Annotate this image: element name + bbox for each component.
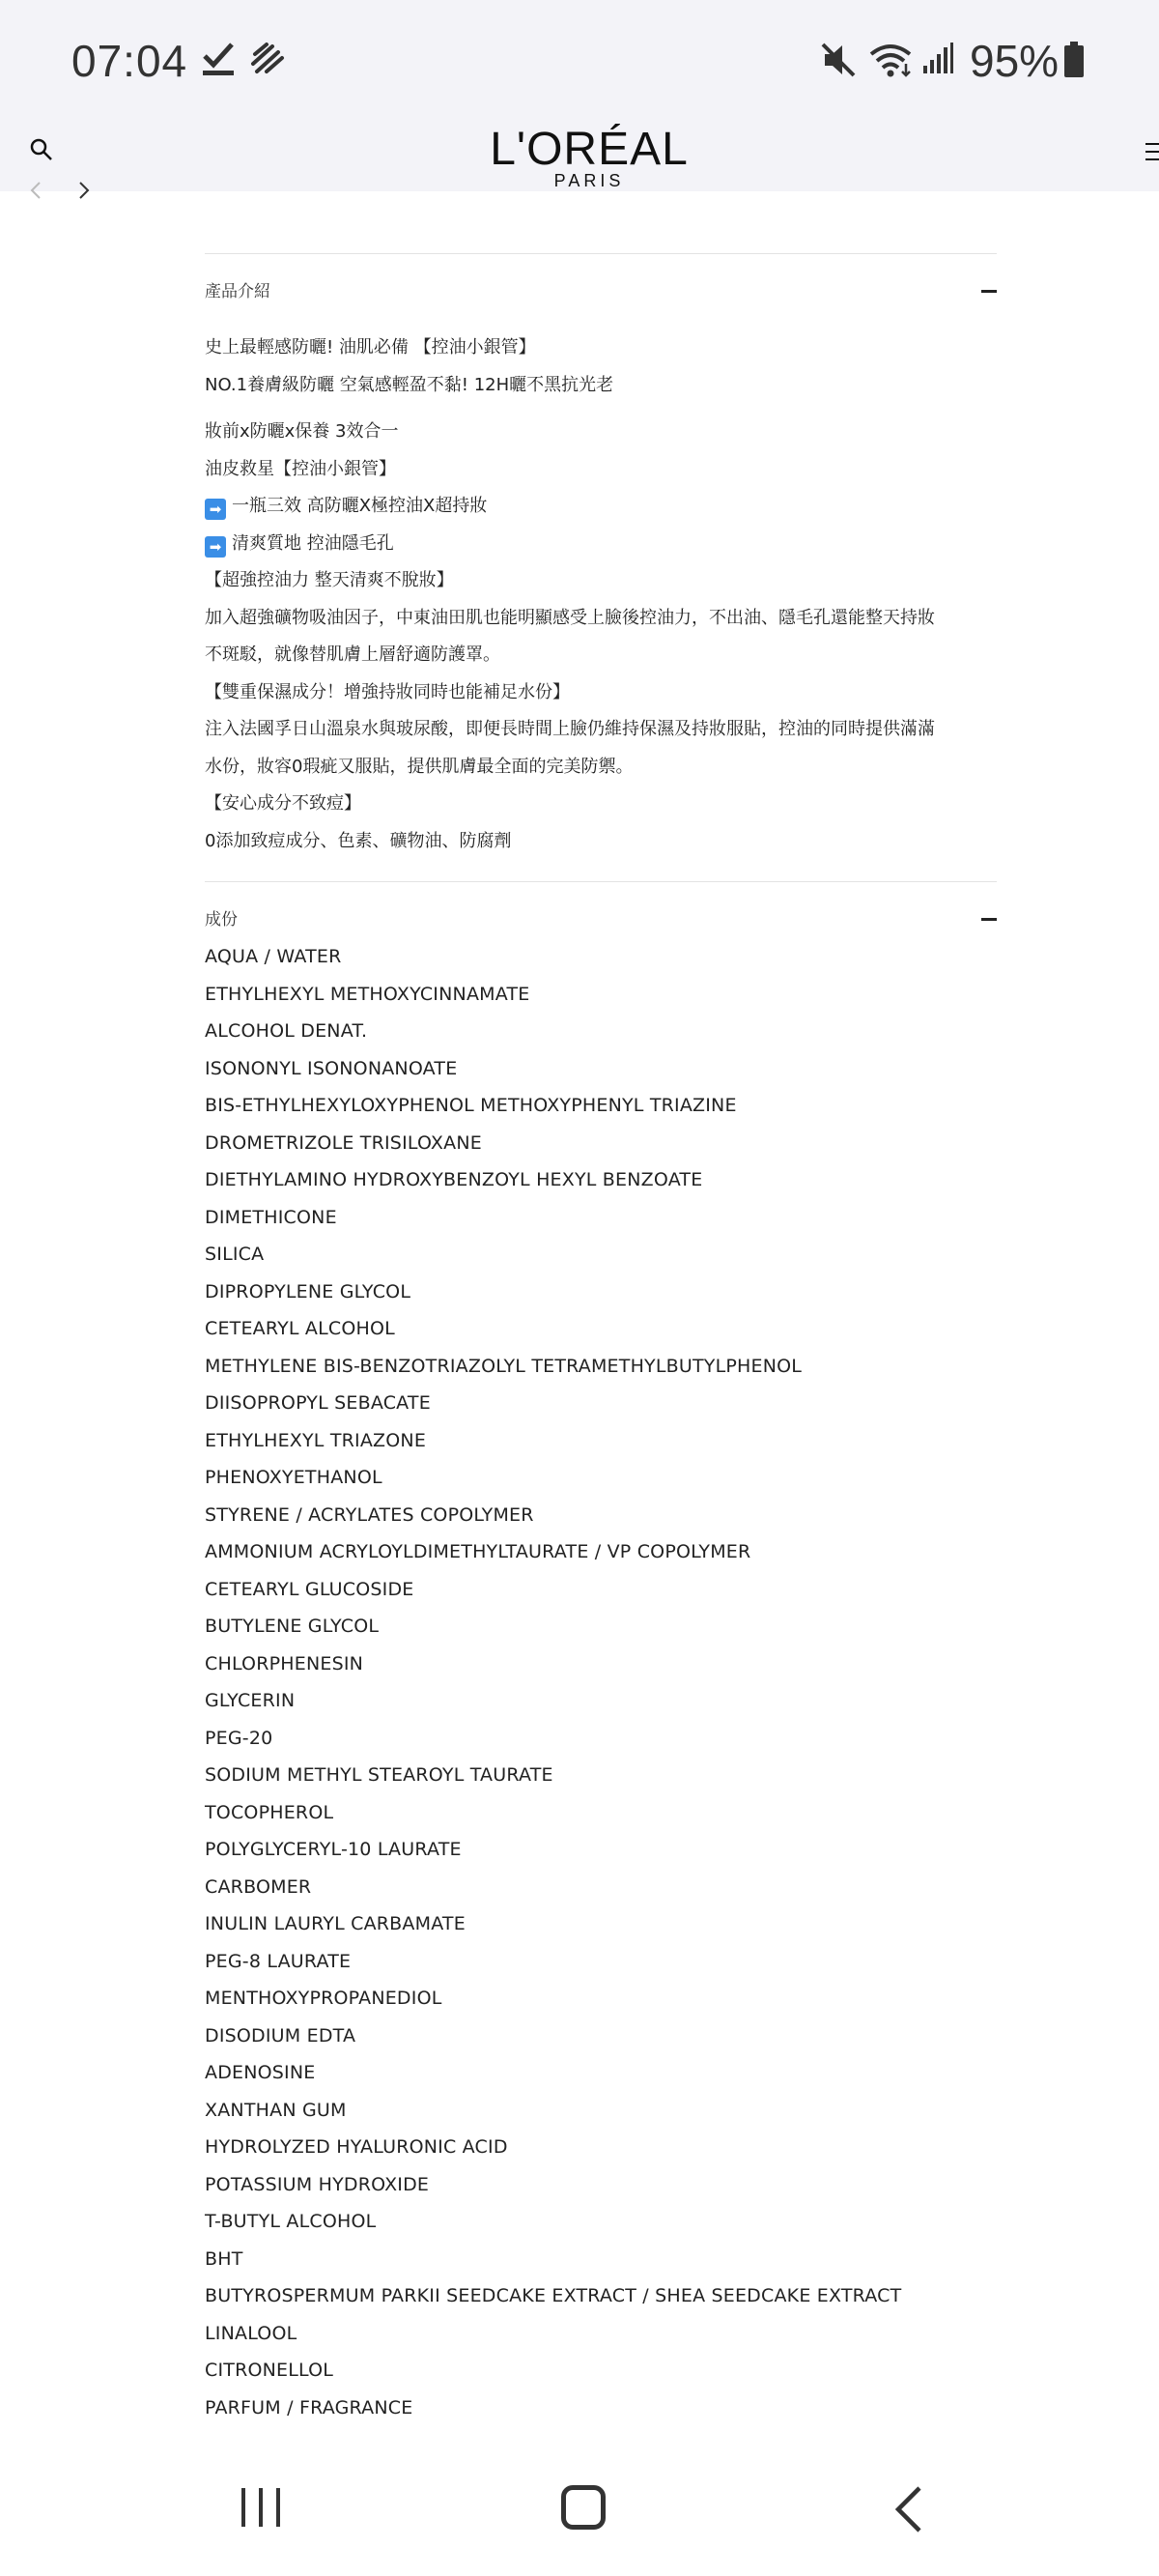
ingredient-item: ISONONYL ISONONANOATE <box>205 1057 458 1079</box>
ingredient-item: XANTHAN GUM <box>205 2099 347 2121</box>
collapse-icon[interactable] <box>981 918 997 921</box>
ingredient-item: BUTYROSPERMUM PARKII SEEDCAKE EXTRACT / SHEA SEEDCAKE EXTRACT <box>205 2285 902 2306</box>
ingredient-item: STYRENE / ACRYLATES COPOLYMER <box>205 1503 534 1526</box>
ingredient-item: SODIUM METHYL STEAROYL TAURATE <box>205 1764 553 1786</box>
menu-icon[interactable] <box>1145 141 1159 166</box>
section-title: 產品介紹 <box>205 282 270 301</box>
ingredient-item: DISODIUM EDTA <box>205 2024 356 2046</box>
ingredient-item: MENTHOXYPROPANEDIOL <box>205 1988 442 2009</box>
wifi-icon <box>867 41 914 83</box>
ingredient-item: INULIN LAURYL CARBAMATE <box>205 1913 466 1934</box>
intro-line: 加入超強礦物吸油因子，中東油田肌也能明顯感受上臉後控油力，不出油、隱毛孔還能整天持妝 <box>205 607 935 628</box>
ingredient-item: METHYLENE BIS-BENZOTRIAZOLYL TETRAMETHYLBUTYLPHENOL <box>205 1355 803 1377</box>
ingredient-item: DIISOPROPYL SEBACATE <box>205 1392 431 1414</box>
ingredient-item: BIS-ETHYLHEXYLOXYPHENOL METHOXYPHENYL TRIAZINE <box>205 1095 737 1116</box>
ingredient-item: TOCOPHEROL <box>205 1801 334 1823</box>
ingredient-item: LINALOOL <box>205 2322 297 2344</box>
section-title: 成份 <box>205 910 238 930</box>
signal-icon <box>921 41 954 79</box>
ingredient-item: PEG-20 <box>205 1727 273 1749</box>
ingredient-item: PARFUM / FRAGRANCE <box>205 2396 413 2419</box>
ingredient-item: AQUA / WATER <box>205 946 342 967</box>
product-details <box>205 253 997 2426</box>
home-icon[interactable] <box>561 2485 606 2530</box>
intro-line: 注入法國孚日山溫泉水與玻尿酸，即便長時間上臉仍維持保濕及持妝服貼，控油的同時提供滿滿 <box>205 719 935 739</box>
search-icon[interactable] <box>29 137 54 166</box>
mute-icon <box>819 41 858 83</box>
back-icon[interactable] <box>892 2485 923 2537</box>
ingredient-item: CARBOMER <box>205 1875 312 1898</box>
intro-line: 妝前x防曬x保養 3效合一 <box>205 421 399 442</box>
ingredient-item: BHT <box>205 2247 243 2270</box>
status-time: 07:04 <box>71 36 188 86</box>
ingredient-item: BUTYLENE GLYCOL <box>205 1616 380 1637</box>
ingredient-item: AMMONIUM ACRYLOYLDIMETHYLTAURATE / VP COPOLYMER <box>205 1541 751 1562</box>
arrow-right-icon: ➡ <box>205 499 226 520</box>
collapse-icon[interactable] <box>981 290 997 293</box>
intro-line: NO.1養膚級防曬 空氣感輕盈不黏! 12H曬不黑抗光老 <box>205 374 614 395</box>
battery-percent: 95% <box>970 36 1060 86</box>
ingredient-item: CITRONELLOL <box>205 2360 334 2381</box>
ingredient-item: POLYGLYCERYL-10 LAURATE <box>205 1839 462 1860</box>
intro-line: 油皮救星【控油小銀管】 <box>205 458 396 479</box>
recent-apps-icon[interactable] <box>240 2486 282 2533</box>
ingredient-item: PEG-8 LAURATE <box>205 1950 352 1972</box>
ingredient-item: ALCOHOL DENAT. <box>205 1020 368 1042</box>
intro-line: ➡ 一瓶三效 高防曬X極控油X超持妝 <box>205 488 997 526</box>
intro-line: 【安心成分不致痘】 <box>205 793 361 814</box>
ingredient-item: ADENOSINE <box>205 2062 316 2083</box>
ingredient-item: CHLORPHENESIN <box>205 1652 364 1674</box>
ingredient-item: POTASSIUM HYDROXIDE <box>205 2173 430 2195</box>
ingredient-item: DIETHYLAMINO HYDROXYBENZOYL HEXYL BENZOATE <box>205 1169 703 1190</box>
brand-sub: PARIS <box>553 171 625 190</box>
ingredient-item: HYDROLYZED HYALURONIC ACID <box>205 2136 508 2158</box>
ingredient-item: DIPROPYLENE GLYCOL <box>205 1280 411 1302</box>
ingredient-item: CETEARYL GLUCOSIDE <box>205 1578 414 1600</box>
check-icon <box>201 41 236 81</box>
brand-name: L'ORÉAL <box>490 124 689 175</box>
intro-section-header[interactable] <box>205 254 997 322</box>
chevron-right-icon[interactable] <box>77 180 91 207</box>
chevron-left-icon[interactable] <box>29 180 42 207</box>
ingredient-item: GLYCERIN <box>205 1690 296 1711</box>
arrow-right-icon: ➡ <box>205 536 226 558</box>
intro-line: 水份，妝容0瑕疵又服貼，提供肌膚最全面的完美防禦。 <box>205 756 634 777</box>
brand-logo[interactable] <box>464 124 715 190</box>
ingredient-item: ETHYLHEXYL METHOXYCINNAMATE <box>205 983 530 1005</box>
battery-icon <box>1062 41 1086 83</box>
intro-line: 【雙重保濕成分！增強持妝同時也能補足水份】 <box>205 681 570 702</box>
ingredient-item: CETEARYL ALCOHOL <box>205 1318 395 1339</box>
ingredient-item: T-BUTYL ALCOHOL <box>205 2211 377 2232</box>
ingredient-item: ETHYLHEXYL TRIAZONE <box>205 1429 427 1451</box>
ingredients-section-header[interactable] <box>205 882 997 950</box>
intro-line: 史上最輕感防曬! 油肌必備 【控油小銀管】 <box>205 337 536 358</box>
intro-line: ➡ 清爽質地 控油隱毛孔 <box>205 526 997 563</box>
intro-line: 不斑駁，就像替肌膚上層舒適防護罩。 <box>205 644 500 665</box>
intro-line: 【超強控油力 整天清爽不脫妝】 <box>205 570 454 590</box>
ingredient-item: DROMETRIZOLE TRISILOXANE <box>205 1131 482 1154</box>
ingredient-item: DIMETHICONE <box>205 1206 337 1228</box>
ingredient-item: SILICA <box>205 1244 265 1265</box>
ingredient-item: PHENOXYETHANOL <box>205 1467 382 1488</box>
ingredients-list <box>205 938 997 2426</box>
stylus-icon <box>249 41 286 79</box>
intro-line: 0添加致痘成分、色素、礦物油、防腐劑 <box>205 830 512 851</box>
intro-body <box>205 322 997 860</box>
